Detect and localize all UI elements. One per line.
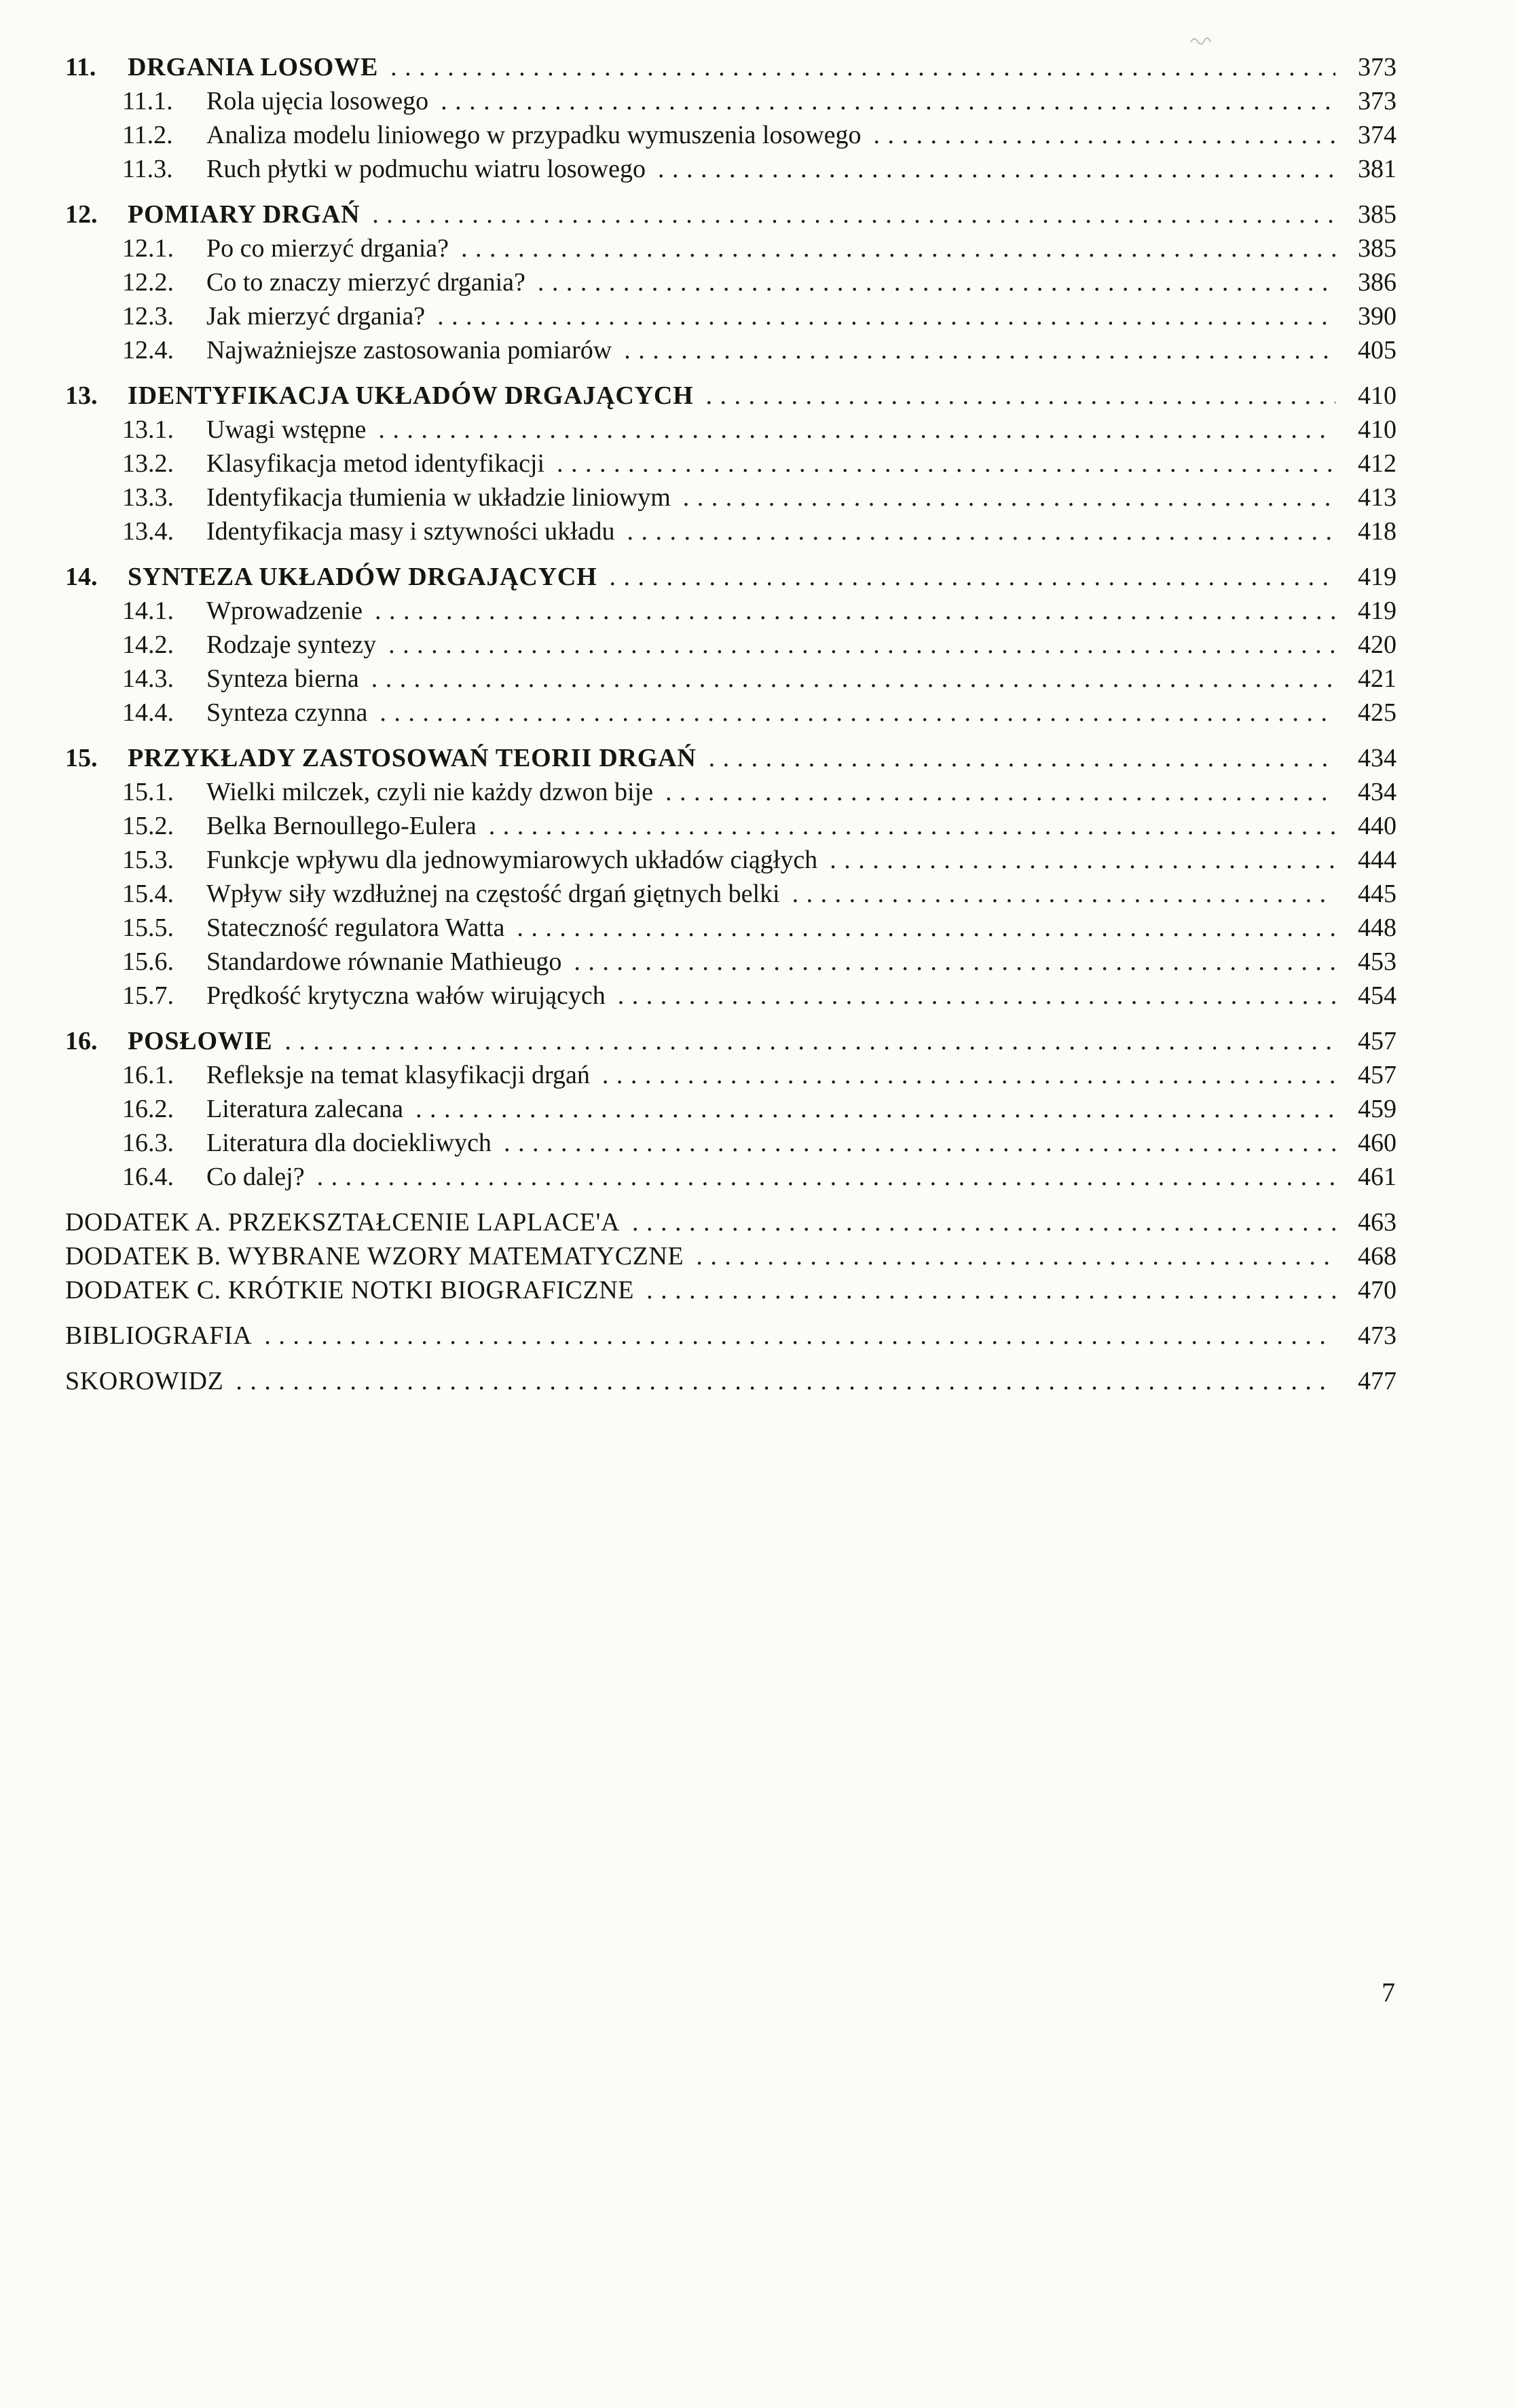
dot-leader	[624, 333, 1335, 367]
entry-title: Literatura zalecana	[206, 1095, 404, 1123]
entry-page-number: 410	[1358, 415, 1397, 444]
subsection-row	[65, 231, 1397, 265]
entry-title: DODATEK B. WYBRANE WZORY MATEMATYCZNE	[65, 1242, 684, 1271]
entry-title: Prędkość krytyczna wałów wirujących	[206, 981, 606, 1010]
appendix-row	[65, 1205, 1397, 1239]
entry-page-number: 413	[1358, 483, 1397, 512]
entry-label: 14.1.	[122, 597, 174, 625]
dot-leader	[602, 1058, 1335, 1092]
entry-page-number: 434	[1358, 744, 1397, 772]
subsection-row	[65, 333, 1397, 367]
dot-leader	[264, 1319, 1335, 1353]
entry-title: Wpływ siły wzdłużnej na częstość drgań giętnych belki	[206, 880, 780, 908]
entry-title: DODATEK A. PRZEKSZTAŁCENIE LAPLACE'A	[65, 1208, 621, 1237]
dot-leader	[461, 231, 1335, 265]
entry-title: IDENTYFIKACJA UKŁADÓW DRGAJĄCYCH	[128, 381, 694, 410]
entry-title: PRZYKŁADY ZASTOSOWAŃ TEORII DRGAŃ	[128, 744, 697, 772]
entry-title: Synteza bierna	[206, 664, 359, 693]
dot-leader	[830, 843, 1335, 877]
subsection-row	[65, 265, 1397, 299]
entry-page-number: 419	[1358, 563, 1397, 591]
subsection-row	[65, 1126, 1397, 1160]
chapter-row	[65, 50, 1397, 84]
subsection-row	[65, 84, 1397, 118]
toc-chapter-section	[65, 50, 1397, 186]
toc-chapter-section	[65, 379, 1397, 548]
entry-page-number: 386	[1358, 268, 1397, 297]
dot-leader	[646, 1273, 1335, 1307]
dot-leader	[574, 945, 1335, 979]
entry-page-number: 457	[1358, 1027, 1397, 1055]
subsection-row	[65, 1092, 1397, 1126]
subsection-row	[65, 696, 1397, 730]
dot-leader	[371, 662, 1335, 696]
entry-page-number: 454	[1358, 981, 1397, 1010]
appendix-row	[65, 1239, 1397, 1273]
entry-page-number: 453	[1358, 947, 1397, 976]
entry-page-number: 418	[1358, 517, 1397, 546]
entry-page-number: 390	[1358, 302, 1397, 331]
entry-label: 13.3.	[122, 483, 174, 512]
subsection-row	[65, 628, 1397, 662]
entry-title: Wprowadzenie	[206, 597, 363, 625]
entry-label: 13.	[65, 381, 98, 410]
dot-leader	[372, 197, 1335, 231]
entry-label: 14.	[65, 563, 98, 591]
dot-leader	[627, 514, 1335, 548]
entry-page-number: 425	[1358, 698, 1397, 727]
dot-leader	[378, 413, 1335, 447]
entry-title: SKOROWIDZ	[65, 1367, 224, 1395]
dot-leader	[489, 809, 1335, 843]
entry-title: Belka Bernoullego-Eulera	[206, 812, 477, 840]
entry-page-number: 444	[1358, 846, 1397, 874]
entry-label: 12.2.	[122, 268, 174, 297]
chapter-row	[65, 379, 1397, 413]
subsection-row	[65, 979, 1397, 1013]
entry-page-number: 463	[1358, 1208, 1397, 1237]
subsection-row	[65, 662, 1397, 696]
dot-leader	[632, 1205, 1335, 1239]
entry-label: 12.1.	[122, 234, 174, 263]
entry-page-number: 421	[1358, 664, 1397, 693]
toc-backmatter-section	[65, 1364, 1397, 1398]
subsection-row	[65, 775, 1397, 809]
entry-title: Rodzaje syntezy	[206, 631, 377, 659]
subsection-row	[65, 594, 1397, 628]
toc-appendices-section	[65, 1205, 1397, 1307]
entry-title: Ruch płytki w podmuchu wiatru losowego	[206, 155, 646, 183]
subsection-row	[65, 413, 1397, 447]
entry-label: 15.5.	[122, 914, 174, 942]
subsection-row	[65, 843, 1397, 877]
entry-title: Funkcje wpływu dla jednowymiarowych układów ciągłych	[206, 846, 818, 874]
toc-chapter-section	[65, 1024, 1397, 1194]
entry-page-number: 459	[1358, 1095, 1397, 1123]
subsection-row	[65, 877, 1397, 911]
entry-label: 12.	[65, 200, 98, 229]
dot-leader	[538, 265, 1335, 299]
entry-label: 13.2.	[122, 449, 174, 478]
entry-title: DRGANIA LOSOWE	[128, 53, 379, 81]
entry-label: 15.	[65, 744, 98, 772]
entry-title: Analiza modelu liniowego w przypadku wymuszenia losowego	[206, 121, 862, 149]
entry-title: Najważniejsze zastosowania pomiarów	[206, 336, 612, 364]
entry-label: 12.3.	[122, 302, 174, 331]
entry-label: 11.1.	[122, 87, 173, 115]
dot-leader	[441, 84, 1335, 118]
subsection-row	[65, 1160, 1397, 1194]
entry-label: 15.6.	[122, 947, 174, 976]
entry-page-number: 385	[1358, 200, 1397, 229]
entry-page-number: 412	[1358, 449, 1397, 478]
page-number: 7	[1382, 1977, 1395, 2008]
entry-page-number: 434	[1358, 778, 1397, 806]
entry-label: 16.2.	[122, 1095, 174, 1123]
dot-leader	[236, 1364, 1335, 1398]
entry-label: 15.7.	[122, 981, 174, 1010]
entry-page-number: 410	[1358, 381, 1397, 410]
scan-artifact-mark	[1189, 35, 1213, 46]
entry-label: 11.2.	[122, 121, 173, 149]
entry-title: POMIARY DRGAŃ	[128, 200, 360, 229]
entry-page-number: 468	[1358, 1242, 1397, 1271]
entry-title: Identyfikacja masy i sztywności układu	[206, 517, 615, 546]
dot-leader	[317, 1160, 1335, 1194]
entry-title: Po co mierzyć drgania?	[206, 234, 449, 263]
entry-page-number: 473	[1358, 1321, 1397, 1350]
chapter-row	[65, 741, 1397, 775]
entry-label: 15.2.	[122, 812, 174, 840]
entry-title: Identyfikacja tłumienia w układzie liniowym	[206, 483, 671, 512]
backmatter-row	[65, 1319, 1397, 1353]
entry-page-number: 470	[1358, 1276, 1397, 1304]
entry-label: 15.4.	[122, 880, 174, 908]
entry-title: SYNTEZA UKŁADÓW DRGAJĄCYCH	[128, 563, 597, 591]
entry-page-number: 457	[1358, 1061, 1397, 1089]
table-of-contents	[65, 50, 1397, 1398]
entry-title: Co dalej?	[206, 1163, 305, 1191]
subsection-row	[65, 152, 1397, 186]
entry-title: Standardowe równanie Mathieugo	[206, 947, 562, 976]
entry-page-number: 373	[1358, 87, 1397, 115]
dot-leader	[696, 1239, 1335, 1273]
entry-page-number: 460	[1358, 1129, 1397, 1157]
dot-leader	[504, 1126, 1335, 1160]
entry-title: Refleksje na temat klasyfikacji drgań	[206, 1061, 590, 1089]
toc-chapter-section	[65, 560, 1397, 730]
entry-title: Stateczność regulatora Watta	[206, 914, 505, 942]
toc-chapter-section	[65, 741, 1397, 1013]
subsection-row	[65, 299, 1397, 333]
entry-page-number: 373	[1358, 53, 1397, 81]
entry-title: Jak mierzyć drgania?	[206, 302, 426, 331]
backmatter-row	[65, 1364, 1397, 1398]
dot-leader	[375, 594, 1335, 628]
entry-page-number: 477	[1358, 1367, 1397, 1395]
entry-title: Literatura dla dociekliwych	[206, 1129, 492, 1157]
dot-leader	[874, 118, 1335, 152]
entry-label: 16.	[65, 1027, 98, 1055]
chapter-row	[65, 560, 1397, 594]
entry-label: 15.3.	[122, 846, 174, 874]
entry-label: 14.2.	[122, 631, 174, 659]
entry-page-number: 405	[1358, 336, 1397, 364]
subsection-row	[65, 481, 1397, 514]
entry-title: Klasyfikacja metod identyfikacji	[206, 449, 545, 478]
dot-leader	[683, 481, 1335, 514]
entry-label: 14.4.	[122, 698, 174, 727]
dot-leader	[658, 152, 1335, 186]
entry-label: 11.3.	[122, 155, 173, 183]
subsection-row	[65, 118, 1397, 152]
entry-page-number: 420	[1358, 631, 1397, 659]
dot-leader	[390, 50, 1335, 84]
dot-leader	[792, 877, 1335, 911]
entry-title: POSŁOWIE	[128, 1027, 273, 1055]
dot-leader	[388, 628, 1335, 662]
toc-backmatter-section	[65, 1319, 1397, 1353]
dot-leader	[665, 775, 1335, 809]
entry-title: BIBLIOGRAFIA	[65, 1321, 253, 1350]
entry-label: 16.4.	[122, 1163, 174, 1191]
entry-label: 13.1.	[122, 415, 174, 444]
dot-leader	[706, 379, 1335, 413]
entry-page-number: 374	[1358, 121, 1397, 149]
entry-page-number: 385	[1358, 234, 1397, 263]
entry-label: 16.3.	[122, 1129, 174, 1157]
subsection-row	[65, 514, 1397, 548]
entry-title: Rola ujęcia losowego	[206, 87, 429, 115]
entry-page-number: 419	[1358, 597, 1397, 625]
entry-page-number: 448	[1358, 914, 1397, 942]
subsection-row	[65, 945, 1397, 979]
entry-page-number: 461	[1358, 1163, 1397, 1191]
dot-leader	[557, 447, 1335, 481]
subsection-row	[65, 447, 1397, 481]
entry-title: Synteza czynna	[206, 698, 368, 727]
dot-leader	[380, 696, 1335, 730]
dot-leader	[610, 560, 1335, 594]
entry-label: 12.4.	[122, 336, 174, 364]
entry-title: DODATEK C. KRÓTKIE NOTKI BIOGRAFICZNE	[65, 1276, 635, 1304]
subsection-row	[65, 809, 1397, 843]
entry-label: 16.1.	[122, 1061, 174, 1089]
dot-leader	[709, 741, 1335, 775]
chapter-row	[65, 197, 1397, 231]
entry-label: 15.1.	[122, 778, 174, 806]
dot-leader	[415, 1092, 1335, 1126]
entry-label: 14.3.	[122, 664, 174, 693]
entry-title: Uwagi wstępne	[206, 415, 367, 444]
dot-leader	[284, 1024, 1335, 1058]
appendix-row	[65, 1273, 1397, 1307]
entry-title: Wielki milczek, czyli nie każdy dzwon bije	[206, 778, 653, 806]
entry-title: Co to znaczy mierzyć drgania?	[206, 268, 525, 297]
toc-chapter-section	[65, 197, 1397, 367]
entry-label: 13.4.	[122, 517, 174, 546]
entry-label: 11.	[65, 53, 96, 81]
entry-page-number: 445	[1358, 880, 1397, 908]
dot-leader	[437, 299, 1335, 333]
chapter-row	[65, 1024, 1397, 1058]
entry-page-number: 381	[1358, 155, 1397, 183]
dot-leader	[517, 911, 1335, 945]
entry-page-number: 440	[1358, 812, 1397, 840]
dot-leader	[618, 979, 1335, 1013]
subsection-row	[65, 1058, 1397, 1092]
subsection-row	[65, 911, 1397, 945]
